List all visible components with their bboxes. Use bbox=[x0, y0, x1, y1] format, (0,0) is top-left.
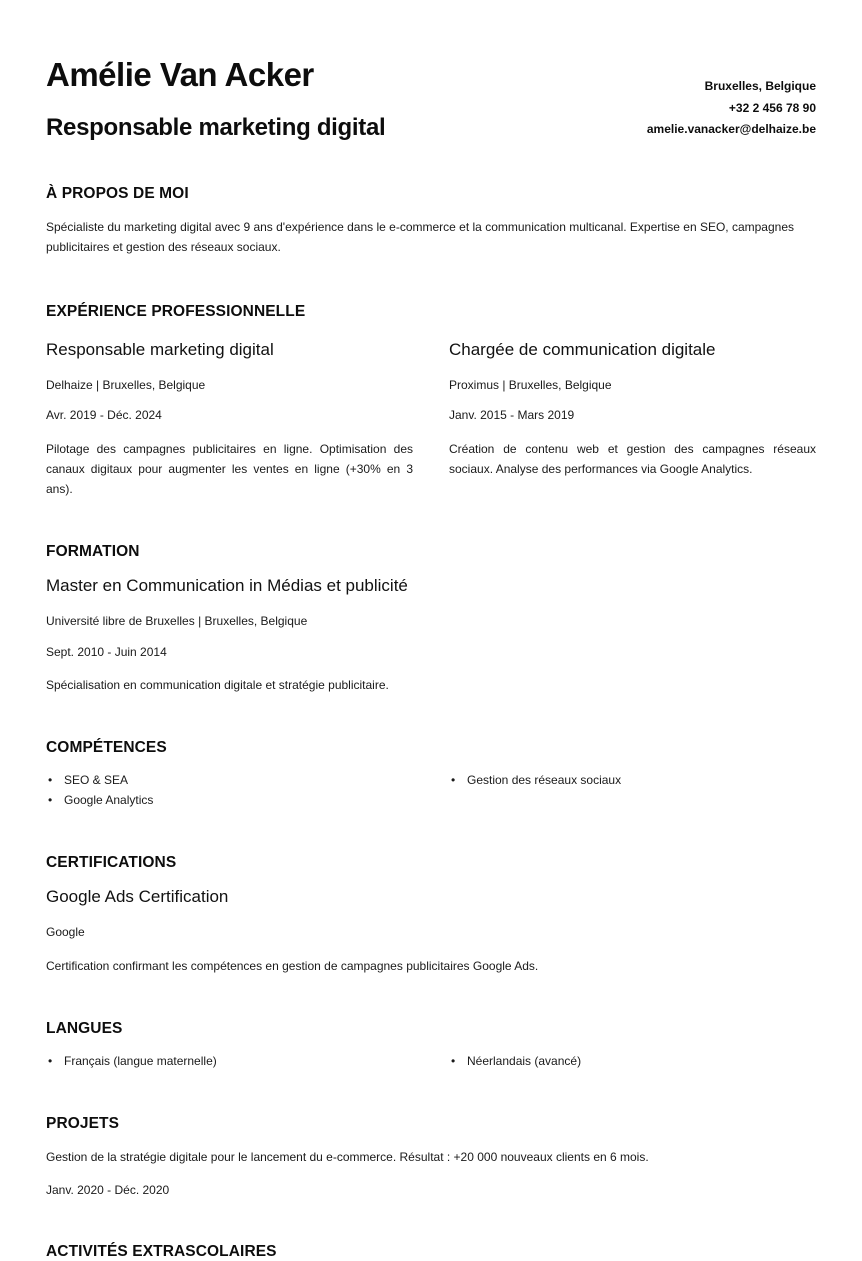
skill-item: • Google Analytics bbox=[46, 791, 413, 811]
experience-entry bbox=[449, 335, 816, 499]
experience-columns bbox=[46, 335, 816, 499]
resume-header bbox=[46, 56, 816, 143]
projects-heading: PROJETS bbox=[46, 1115, 120, 1133]
about-heading: À PROPOS DE MOI bbox=[46, 184, 189, 202]
languages-list bbox=[46, 1052, 816, 1072]
project-description: Gestion de la stratégie digitale pour le lancement du e-commerce. Résultat : +20 000 nouveaux clients en 6 mois. bbox=[46, 1150, 649, 1165]
section-education bbox=[46, 543, 816, 695]
degree-title: Master en Communication in Médias et publicité bbox=[46, 576, 408, 596]
section-projects bbox=[46, 1115, 816, 1199]
section-about bbox=[46, 185, 816, 257]
languages-heading: LANGUES bbox=[46, 1019, 123, 1037]
candidate-name: Amélie Van Acker bbox=[46, 56, 314, 93]
section-languages bbox=[46, 1020, 816, 1072]
project-dates: Janv. 2020 - Déc. 2020 bbox=[46, 1183, 170, 1198]
skills-list bbox=[46, 771, 816, 810]
job-company-location: Proximus | Bruxelles, Belgique bbox=[449, 377, 612, 392]
skills-heading: COMPÉTENCES bbox=[46, 739, 167, 757]
section-certifications bbox=[46, 854, 816, 976]
section-experience bbox=[46, 303, 816, 499]
job-dates: Janv. 2015 - Mars 2019 bbox=[449, 408, 575, 423]
experience-entry bbox=[46, 335, 413, 499]
section-extracurricular bbox=[46, 1243, 816, 1261]
certification-name: Google Ads Certification bbox=[46, 887, 229, 907]
job-description: Création de contenu web et gestion des campagnes réseaux sociaux. Analyse des performances via Google Analytics. bbox=[449, 442, 816, 477]
job-title: Chargée de communication digitale bbox=[449, 339, 716, 359]
education-description: Spécialisation en communication digitale et stratégie publicitaire. bbox=[46, 678, 389, 693]
identity-block bbox=[46, 56, 385, 143]
certification-description: Certification confirmant les compétences en gestion de campagnes publicitaires Google Ads. bbox=[46, 958, 539, 973]
skill-item: • SEO & SEA bbox=[46, 771, 413, 791]
certification-entry bbox=[46, 886, 816, 976]
language-item: • Français (langue maternelle) bbox=[46, 1052, 413, 1072]
experience-heading: EXPÉRIENCE PROFESSIONNELLE bbox=[46, 302, 306, 320]
job-dates: Avr. 2019 - Déc. 2024 bbox=[46, 408, 162, 423]
extracurricular-heading: ACTIVITÉS EXTRASCOLAIRES bbox=[46, 1243, 277, 1261]
job-company-location: Delhaize | Bruxelles, Belgique bbox=[46, 377, 206, 392]
certification-issuer: Google bbox=[46, 925, 85, 940]
contact-location: Bruxelles, Belgique bbox=[704, 79, 816, 94]
contact-block bbox=[647, 76, 816, 143]
candidate-job-title: Responsable marketing digital bbox=[46, 113, 386, 141]
about-text: Spécialiste du marketing digital avec 9 ans d'expérience dans le e-commerce et la communication multicanal. Expertise en SEO, campagnes publicitaires et gestion des réseaux sociaux. bbox=[46, 219, 795, 254]
certifications-heading: CERTIFICATIONS bbox=[46, 854, 177, 872]
contact-phone: +32 2 456 78 90 bbox=[728, 100, 816, 115]
skill-item: • Gestion des réseaux sociaux bbox=[449, 771, 816, 791]
job-title: Responsable marketing digital bbox=[46, 339, 274, 359]
education-dates: Sept. 2010 - Juin 2014 bbox=[46, 644, 167, 659]
job-description: Pilotage des campagnes publicitaires en ligne. Optimisation des canaux digitaux pour augmenter les ventes en ligne (+30% en 3 ans). bbox=[46, 442, 413, 497]
education-entry bbox=[46, 575, 816, 695]
education-heading: FORMATION bbox=[46, 543, 140, 561]
language-item: • Néerlandais (avancé) bbox=[449, 1052, 816, 1072]
school-location: Université libre de Bruxelles | Bruxelles, Belgique bbox=[46, 614, 308, 629]
contact-email: amelie.vanacker@delhaize.be bbox=[646, 122, 816, 137]
section-skills bbox=[46, 739, 816, 810]
